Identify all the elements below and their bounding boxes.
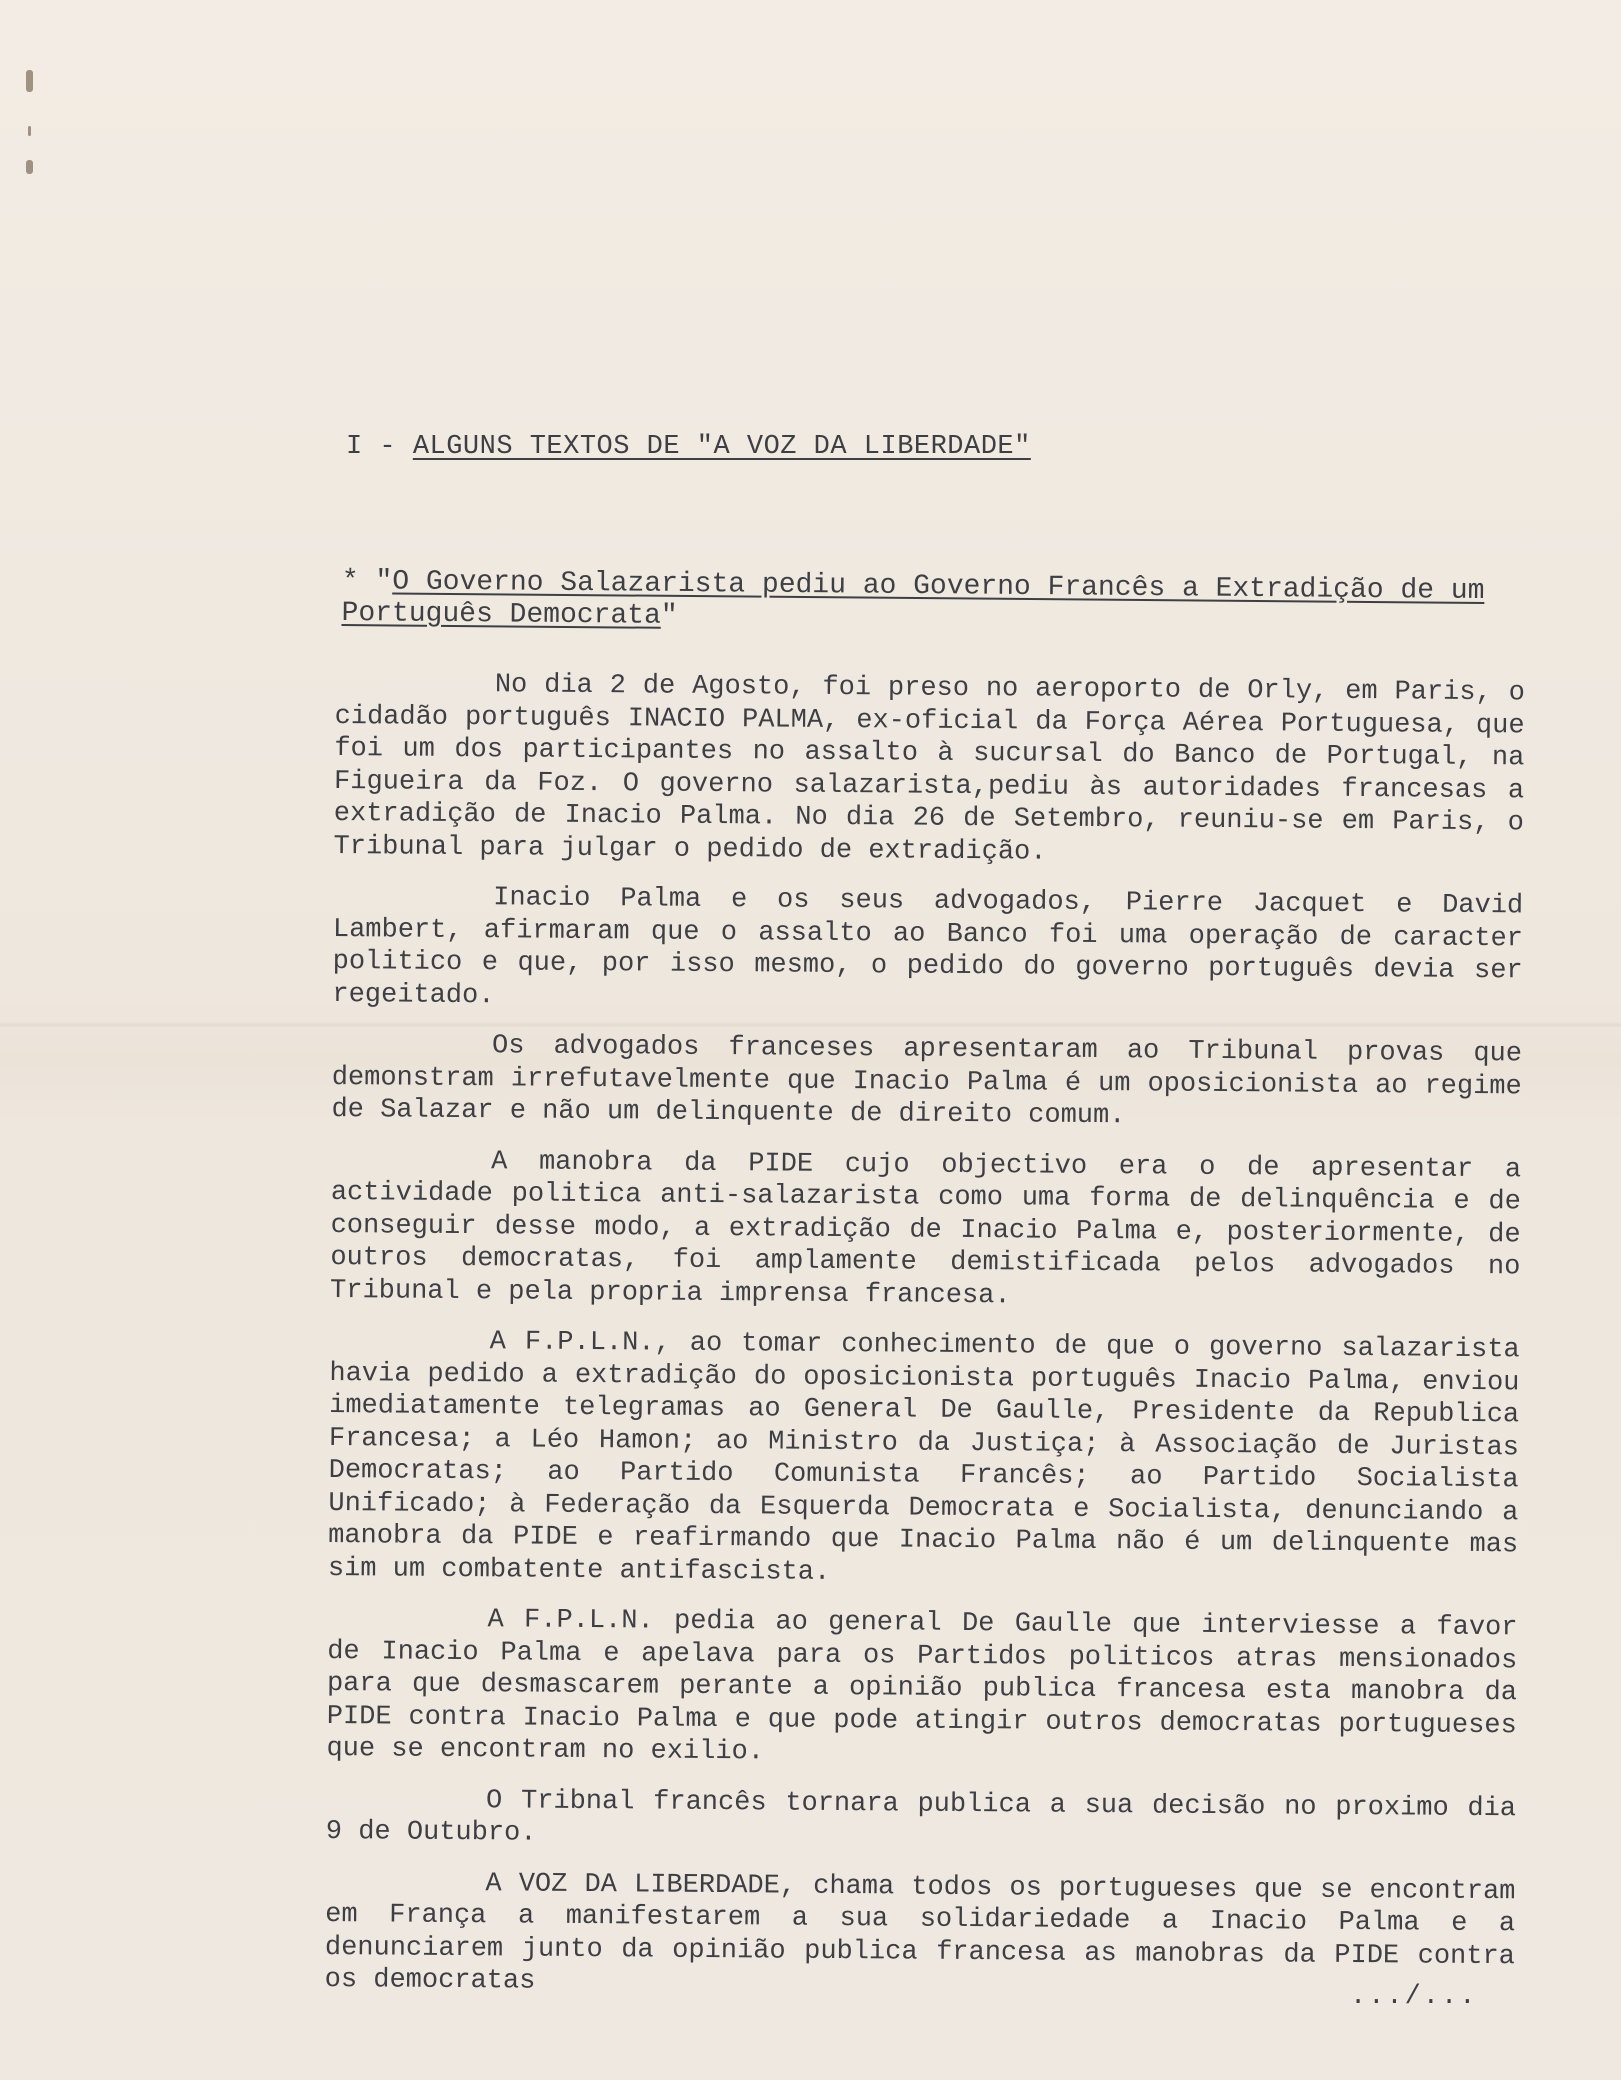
article-heading [341,566,1522,640]
paragraph: A F.P.L.N. pedia ao general De Gaulle que interviesse a favor de Inacio Palma e apelava para os Partidos politicos atras mensionados para que desmascarem perante a opinião publica francesa esta manobra da PIDE contra Inacio Palma e que pode atingir outros democratas portugueses que se encontram no exilio. [326,1605,1518,1768]
section-number: I - [346,432,397,462]
binder-hole-mark [26,70,33,92]
article-title: O Governo Salazarista pediu ao Governo Francês a Extradição de um Português Democrata [341,566,1485,632]
paragraph: O Tribnal francês tornara publica a sua decisão no proximo dia 9 de Outubro. [325,1785,1517,1849]
paragraph: Os advogados franceses apresentaram ao Tribunal provas que demonstram irrefutavelmente que Inacio Palma é um oposicionista ao regime de Salazar e não um delinquente de direito comum. [331,1031,1523,1132]
binder-hole-mark [28,126,31,136]
paragraph: A F.P.L.N., ao tomar conhecimento de que o governo salazarista havia pedido a extradição do oposicionista português Inacio Palma, enviou imediatamente telegramas ao General De Gaulle, Presidente da Republica Francesa; a Léo Hamon; ao Ministro da Justiça; à Associação de Juristas Democratas; ao Partido Comunista Francês; ao Partido Socialista Unificado; à Federação da Esquerda Democrata e Socialista, denunciando a manobra da PIDE e reafirmando que Inacio Palma não é um delinquente mas sim um combatente antifascista. [327,1327,1520,1588]
section-title: ALGUNS TEXTOS DE "A VOZ DA LIBERDADE" [412,432,1031,462]
paragraph: Inacio Palma e os seus advogados, Pierre Jacquet e David Lambert, afirmaram que o assalto ao Banco foi uma operação de caracter politico e que, por isso mesmo, o pedido do governo português devia ser regeitado. [332,883,1524,1011]
binder-hole-mark [26,160,33,174]
continuation-mark: .../... [1350,1982,1478,2012]
article-body [324,668,1525,2024]
paragraph: A manobra da PIDE cujo objectivo era o de apresentar a actividade politica anti-salazarista como uma forma de delinquência e de conseguir desse modo, a extradição de Inacio Palma e, posteriormente, de outros democratas, foi amplamente demistificada pelos advogados no Tribunal e pela propria imprensa francesa. [329,1146,1522,1311]
paragraph: No dia 2 de Agosto, foi preso no aeroporto de Orly, em Paris, o cidadão português INACIO PALMA, ex-oficial da Força Aérea Portuguesa, que foi um dos participantes no assalto à sucursal do Banco de Portugal, na Figueira da Foz. O governo salazarista,pediu às autoridades francesas a extradição de Inacio Palma. No dia 26 de Setembro, reuniu-se em Paris, o Tribunal para julgar o pedido de extradição. [333,670,1525,868]
paragraph: A VOZ DA LIBERDADE, chama todos os portugueses que se encontram em França a manifestarem a sua solidariedade a Inacio Palma e a denunciarem junto da opinião publica francesa as manobras da PIDE contra os democratas [324,1868,1516,1997]
quote-open: " [375,566,393,598]
bullet-mark: * [341,566,359,598]
section-heading [346,432,1031,462]
quote-close: " [660,600,678,632]
